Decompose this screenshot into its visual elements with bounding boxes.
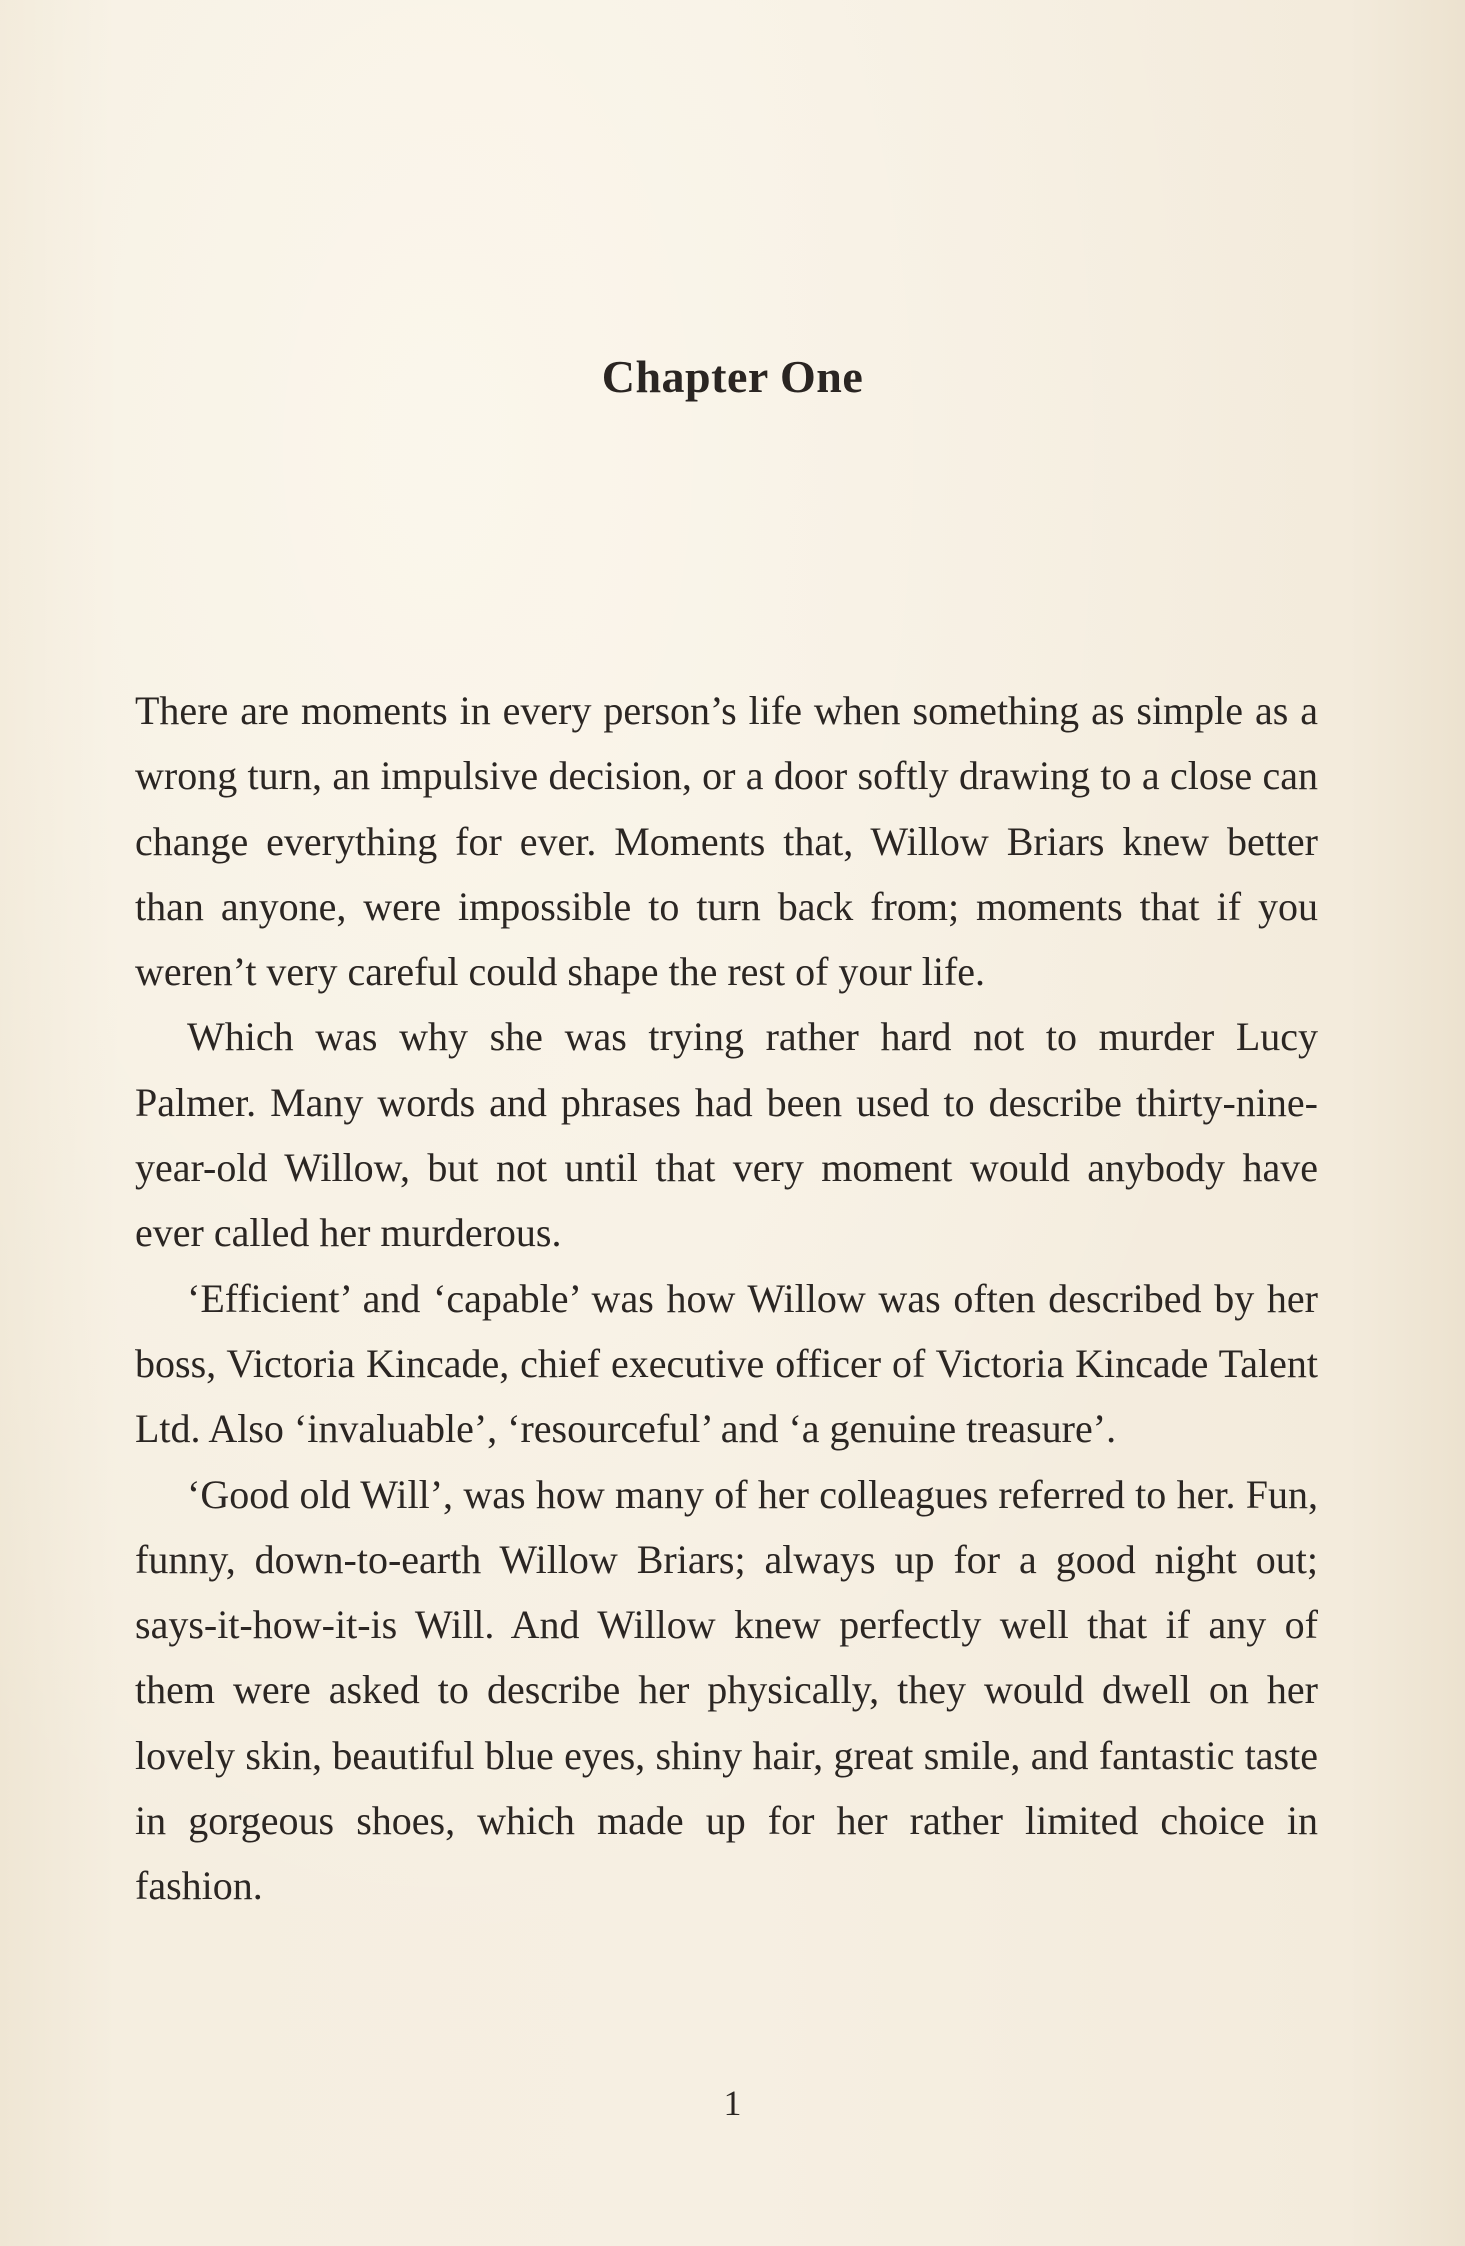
- paragraph-3: ‘Efficient’ and ‘capable’ was how Willow was often described by her boss, Victoria Kincade, chief executive officer of Victoria Kincade Talent Ltd. Also ‘invaluable’, ‘resourceful’ and ‘a genuine treasure’.: [135, 1275, 1318, 1452]
- paragraph-1: There are moments in every person’s life when something as simple as a wrong turn, an impulsive decision, or a door softly drawing to a close can change everything for ever. Moments that, Willow Briars knew better than anyone, were impossible to turn back from; moments that if you weren’t very careful could shape the rest of your life.: [135, 688, 1318, 995]
- chapter-title: Chapter One: [601, 351, 864, 402]
- paragraph-4: ‘Good old Will’, was how many of her colleagues referred to her. Fun, funny, down-to-earth Willow Briars; always up for a good night out; says-it-how-it-is Will. And Willow knew perfectly well that if any of them were asked to describe her physically, they would dwell on her lovely skin, beautiful blue eyes, shiny hair, great smile, and fantastic taste in gorgeous shoes, which made up for her rather limited choice in fashion.: [135, 1471, 1318, 1909]
- page-number: 1: [723, 2083, 742, 2123]
- paragraph-2: Which was why she was trying rather hard not to murder Lucy Palmer. Many words and phrases had been used to describe thirty-nine-year-old Willow, but not until that very moment would anybody have ever called her murderous.: [135, 1014, 1318, 1256]
- chapter-body: [135, 678, 1318, 1919]
